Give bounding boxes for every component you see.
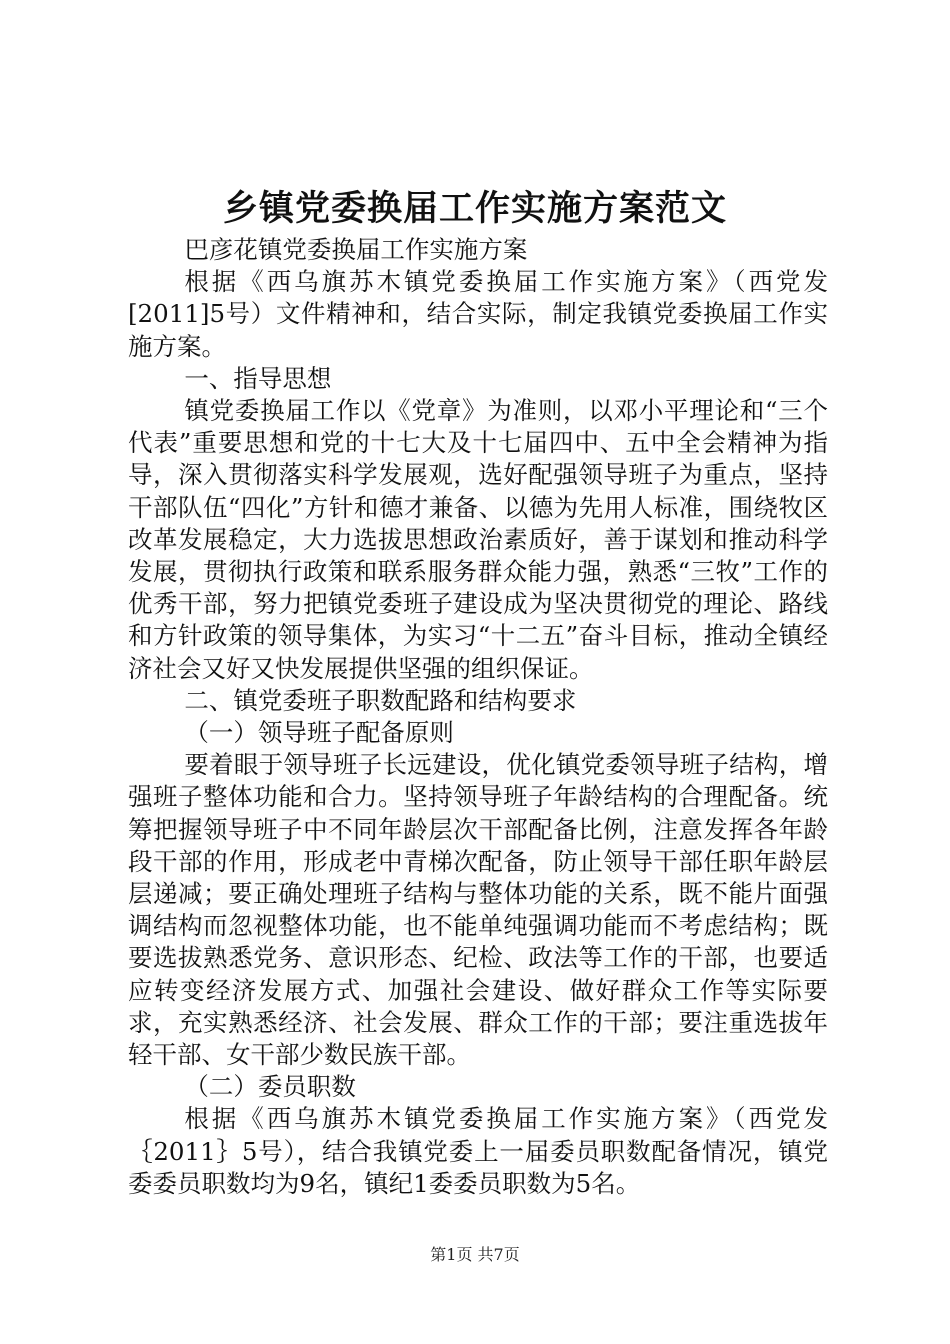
subsection-heading: （二）委员职数 (184, 1072, 356, 1102)
body-paragraph: 根据《西乌旗苏木镇党委换届工作实施方案》（西党发[2011]5号）文件精神和，结合实际，制定我镇党委换届工作实施方案。 (128, 267, 828, 361)
section-heading: 一、指导思想 (184, 363, 332, 393)
section-heading: 二、镇党委班子职数配路和结构要求 (184, 685, 577, 715)
page-number-footer: 第1页 共7页 (430, 1245, 520, 1264)
document-title: 乡镇党委换届工作实施方案范文 (222, 188, 727, 229)
body-paragraph: 要着眼于领导班子长远建设，优化镇党委领导班子结构，增强班子整体功能和合力。坚持领导班子年龄结构的合理配备。统筹把握领导班子中不同年龄层次干部配备比例，注意发挥各年龄段干部的作用，形成老中青梯次配备，防止领导干部任职年龄层层递减；要正确处理班子结构与整体功能的关系，既不能片面强调结构而忽视整体功能，也不能单纯强调功能而不考虑结构；既要选拔熟悉党务、意识形态、纪检、政法等工作的干部，也要适应转变经济发展方式、加强社会建设、做好群众工作等实际要求，充实熟悉经济、社会发展、群众工作的干部；要注重选拔年轻干部、女干部少数民族干部。 (128, 750, 828, 1070)
body-paragraph: 根据《西乌旗苏木镇党委换届工作实施方案》（西党发｛2011｝5号），结合我镇党委上一届委员职数配备情况，镇党委委员职数均为9名，镇纪1委委员职数为5名。 (128, 1104, 828, 1198)
subtitle-paragraph: 巴彦花镇党委换届工作实施方案 (184, 235, 528, 264)
body-paragraph: 镇党委换届工作以《党章》为准则，以邓小平理论和“三个代表”重要思想和党的十七大及十七届四中、五中全会精神为指导，深入贯彻落实科学发展观，选好配强领导班子为重点，坚持干部队伍“四化”方针和德才兼备、以德为先用人标准，围绕牧区改革发展稳定，大力选拔思想政治素质好，善于谋划和推动科学发展，贯彻执行政策和联系服务群众能力强，熟悉“三牧”工作的优秀干部，努力把镇党委班子建设成为坚决贯彻党的理论、路线和方针政策的领导集体，为实习“十二五”奋斗目标，推动全镇经济社会又好又快发展提供坚强的组织保证。 (128, 396, 828, 683)
subsection-heading: （一）领导班子配备原则 (184, 718, 454, 748)
document-body (128, 234, 828, 1200)
